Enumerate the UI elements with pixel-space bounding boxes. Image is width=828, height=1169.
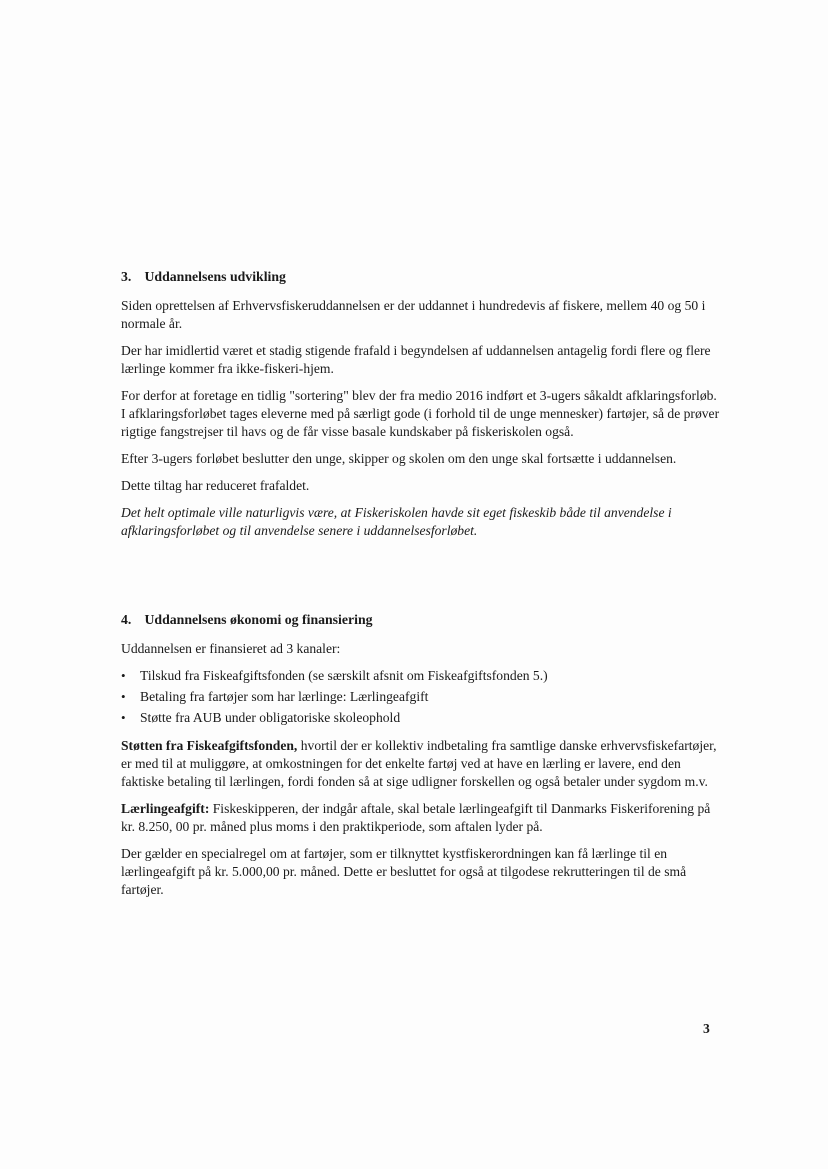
bullet-icon: • — [121, 668, 126, 683]
list-item-text: Betaling fra fartøjer som har lærlinge: Lærlingeafgift — [140, 689, 429, 704]
list-item — [121, 667, 721, 685]
section-4-intro: Uddannelsen er finansieret ad 3 kanaler: — [121, 641, 341, 656]
section-4-paragraph-2 — [121, 800, 721, 836]
fund-support-lead: Støtten fra Fiskeafgiftsfonden, — [121, 738, 298, 753]
section-spacer — [121, 549, 721, 611]
list-item-text: Støtte fra AUB under obligatoriske skoleophold — [140, 710, 401, 725]
bullet-icon: • — [121, 710, 126, 725]
section-3-paragraph-3: For derfor at foretage en tidlig "sortering" blev der fra medio 2016 indført et 3-ugers såkaldt afklaringsforløb. I afklaringsforløbet tages eleverne med på særligt gode (i forhold til de unge mennesker) fartøjer, så de prøver rigtige fangstrejser til havs og de får visse basale kundskaber på fiskeriskolen også. — [121, 388, 720, 439]
list-item-text: Tilskud fra Fiskeafgiftsfonden (se særskilt afsnit om Fiskeafgiftsfonden 5.) — [140, 668, 548, 683]
section-4-title: Uddannelsens økonomi og finansiering — [144, 612, 373, 627]
apprentice-fee-lead: Lærlingeafgift: — [121, 801, 210, 816]
section-3-number: 3. — [121, 269, 132, 284]
section-4-paragraph-3: Der gælder en specialregel om at fartøjer, som er tilknyttet kystfiskerordningen kan få lærlinge til en lærlingeafgift på kr. 5.000,00 pr. måned. Dette er besluttet for også at tilgodese rekrutteringen til de små fartøjer. — [121, 846, 687, 897]
section-3-paragraph-6: Det helt optimale ville naturligvis være, at Fiskeriskolen havde sit eget fiskeskib både til anvendelse i afklaringsforløbet og til anvendelse senere i uddannelsesforløbet. — [121, 505, 672, 538]
section-3-heading — [121, 268, 721, 286]
section-4-heading — [121, 611, 721, 629]
section-3-paragraph-2: Der har imidlertid været et stadig stigende frafald i begyndelsen af uddannelsen antagelig fordi flere og flere lærlinge kommer fra ikke-fiskeri-hjem. — [121, 343, 711, 376]
financing-channels-list — [121, 667, 721, 727]
section-3-paragraph-4: Efter 3-ugers forløbet beslutter den unge, skipper og skolen om den unge skal fortsætte i uddannelsen. — [121, 451, 677, 466]
bullet-icon: • — [121, 689, 126, 704]
apprentice-fee-text: Fiskeskipperen, der indgår aftale, skal betale lærlingeafgift til Danmarks Fiskeriforening på kr. 8.250, 00 pr. måned plus moms i den praktikperiode, som aftalen lyder på. — [121, 801, 711, 834]
section-3-title: Uddannelsens udvikling — [144, 269, 286, 284]
fund-support-text: hvortil der er kollektiv indbetaling fra samtlige danske erhvervsfiskefartøjer, er med til at muliggøre, at omkostningen for det enkelte fartøj ved at have en lærling er lavere, end den faktiske betaling til lærlingen, fordi fonden så at sige udligner forskellen og også betaler under sygdom m.v. — [121, 738, 717, 789]
section-3-paragraph-5: Dette tiltag har reduceret frafaldet. — [121, 478, 310, 493]
section-4-paragraph-1 — [121, 737, 721, 791]
section-3-paragraph-1: Siden oprettelsen af Erhvervsfiskeruddannelsen er der uddannet i hundredevis af fiskere, mellem 40 og 50 i normale år. — [121, 298, 706, 331]
list-item — [121, 709, 721, 727]
page-number: 3 — [703, 1021, 710, 1036]
list-item — [121, 688, 721, 706]
page-content — [121, 268, 721, 908]
section-4-number: 4. — [121, 612, 132, 627]
